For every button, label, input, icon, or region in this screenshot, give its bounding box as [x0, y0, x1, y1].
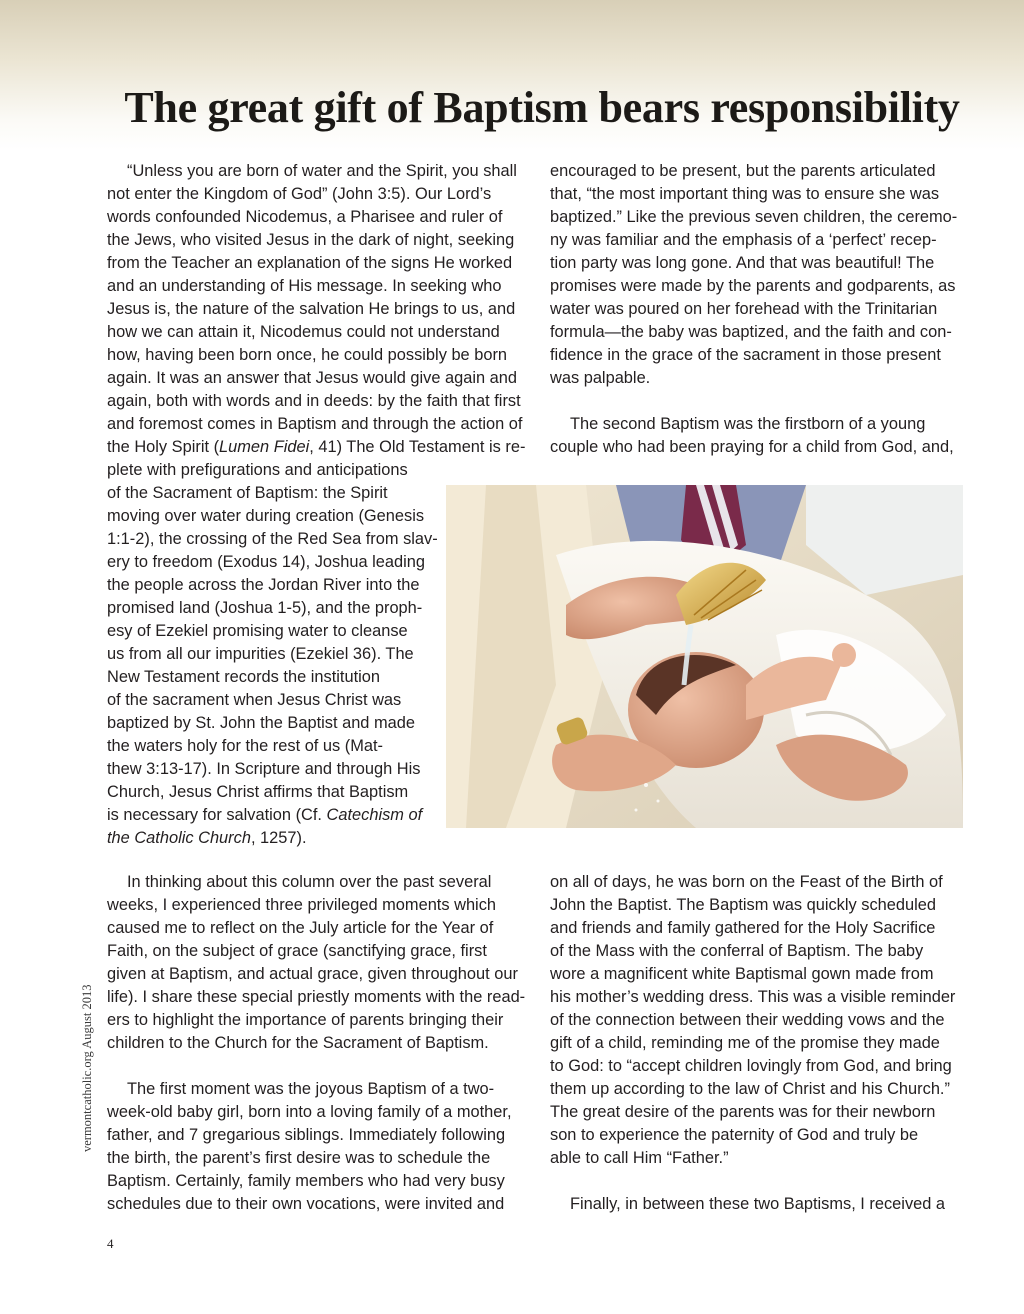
text-line: the Jews, who visited Jesus in the dark of night, seeking [107, 231, 515, 249]
paragraph-gap [107, 1055, 527, 1078]
text-line: that, “the most important thing was to ensure she was [550, 185, 940, 203]
text-line: able to call Him “Father.” [550, 1149, 729, 1167]
text-line: encouraged to be present, but the parents articulated [550, 162, 936, 180]
text-line: esy of Ezekiel promising water to cleanse [107, 622, 408, 640]
text-line: ers to highlight the importance of parents bringing their [107, 1011, 504, 1029]
text-line: us from all our impurities (Ezekiel 36). The [107, 645, 414, 663]
text-line: week-old baby girl, born into a loving family of a mother, [107, 1103, 512, 1121]
text-line: of the Sacrament of Baptism: the Spirit [107, 484, 388, 502]
text-line: and foremost comes in Baptism and through the action of [107, 415, 523, 433]
text-line: formula—the baby was baptized, and the faith and con- [550, 323, 952, 341]
text-line: how, having been born once, he could possibly be born [107, 346, 508, 364]
text-line: the Catholic Church, 1257). [107, 829, 307, 847]
text-line: them up according to the law of Christ and his Church.” [550, 1080, 950, 1098]
text-line: “Unless you are born of water and the Spirit, you shall [127, 162, 517, 180]
text-line: not enter the Kingdom of God” (John 3:5). Our Lord’s [107, 185, 492, 203]
text-line: Church, Jesus Christ affirms that Baptism [107, 783, 409, 801]
text-line: the Holy Spirit (Lumen Fidei, 41) The Old Testament is re- [107, 438, 526, 456]
paragraph-gap [550, 390, 968, 413]
text-line: 1:1-2), the crossing of the Red Sea from slav- [107, 530, 438, 548]
text-line: his mother’s wedding dress. This was a visible reminder [550, 988, 956, 1006]
text-line: caused me to reflect on the July article for the Year of [107, 919, 494, 937]
text-line: wore a magnificent white Baptismal gown made from [550, 965, 934, 983]
side-text: vermontcatholic.org August 2013 [80, 984, 94, 1152]
text-line: The great desire of the parents was for their newborn [550, 1103, 936, 1121]
text-line: weeks, I experienced three privileged moments which [107, 896, 497, 914]
text-line: fidence in the grace of the sacrament in those present [550, 346, 941, 364]
text-line: is necessary for salvation (Cf. Catechism of [107, 806, 423, 824]
text-line: Baptism. Certainly, family members who had very busy [107, 1172, 505, 1190]
text-line: of the Mass with the conferral of Baptism. The baby [550, 942, 924, 960]
page-number: 4 [107, 1236, 114, 1251]
text-line: promised land (Joshua 1-5), and the proph- [107, 599, 423, 617]
text-line: the people across the Jordan River into the [107, 576, 420, 594]
text-line: and friends and family gathered for the Holy Sacrifice [550, 919, 936, 937]
text-line: of the connection between their wedding vows and the [550, 1011, 945, 1029]
text-line: The second Baptism was the firstborn of a young [570, 415, 926, 433]
text-line: life). I share these special priestly moments with the read- [107, 988, 526, 1006]
text-line: the waters holy for the rest of us (Mat- [107, 737, 384, 755]
baptism-photo [446, 485, 963, 828]
text-line: moving over water during creation (Genesis [107, 507, 425, 525]
text-line: tion party was long gone. And that was beautiful! The [550, 254, 935, 272]
text-line: given at Baptism, and actual grace, given throughout our [107, 965, 518, 983]
baptism-photo-illustration [446, 485, 963, 828]
text-line: The first moment was the joyous Baptism of a two- [127, 1080, 495, 1098]
text-line: plete with prefigurations and anticipations [107, 461, 408, 479]
column-1-bottom [107, 871, 527, 1216]
text-line: the birth, the parent’s first desire was to schedule the [107, 1149, 491, 1167]
text-line: again, both with words and in deeds: by the faith that first [107, 392, 521, 410]
text-line: Finally, in between these two Baptisms, I received a [570, 1195, 946, 1213]
text-line: to God: to “accept children lovingly from God, and bring [550, 1057, 952, 1075]
column-2-top [550, 160, 968, 459]
text-line: of the sacrament when Jesus Christ was [107, 691, 402, 709]
text-line: ny was familiar and the emphasis of a ‘perfect’ recep- [550, 231, 937, 249]
text-line: on all of days, he was born on the Feast of the Birth of [550, 873, 943, 891]
text-line: John the Baptist. The Baptism was quickly scheduled [550, 896, 936, 914]
text-line: New Testament records the institution [107, 668, 381, 686]
text-line: couple who had been praying for a child from God, and, [550, 438, 954, 456]
text-line: gift of a child, reminding me of the promise they made [550, 1034, 940, 1052]
text-line: In thinking about this column over the past several [127, 873, 492, 891]
text-line: words confounded Nicodemus, a Pharisee and ruler of [107, 208, 503, 226]
text-line: again. It was an answer that Jesus would give again and [107, 369, 518, 387]
article-title: The great gift of Baptism bears responsibility [124, 83, 960, 132]
text-line: water was poured on her forehead with the Trinitarian [550, 300, 938, 318]
text-line: baptized by St. John the Baptist and made [107, 714, 415, 732]
text-line: father, and 7 gregarious siblings. Immediately following [107, 1126, 506, 1144]
text-line: Faith, on the subject of grace (sanctifying grace, first [107, 942, 487, 960]
text-line: from the Teacher an explanation of the signs He worked [107, 254, 513, 272]
text-line: schedules due to their own vocations, were invited and [107, 1195, 505, 1213]
text-line: baptized.” Like the previous seven children, the ceremo- [550, 208, 958, 226]
text-line: was palpable. [550, 369, 651, 387]
text-line: promises were made by the parents and godparents, as [550, 277, 956, 295]
text-line: and an understanding of His message. In seeking who [107, 277, 502, 295]
text-line: thew 3:13-17). In Scripture and through His [107, 760, 421, 778]
text-line: children to the Church for the Sacrament of Baptism. [107, 1034, 489, 1052]
text-line: ery to freedom (Exodus 14), Joshua leading [107, 553, 425, 571]
text-line: how we can attain it, Nicodemus could not understand [107, 323, 500, 341]
text-line: Jesus is, the nature of the salvation He brings to us, and [107, 300, 516, 318]
text-line: son to experience the paternity of God and truly be [550, 1126, 919, 1144]
column-2-bottom [550, 871, 968, 1216]
paragraph-gap [550, 1170, 968, 1193]
